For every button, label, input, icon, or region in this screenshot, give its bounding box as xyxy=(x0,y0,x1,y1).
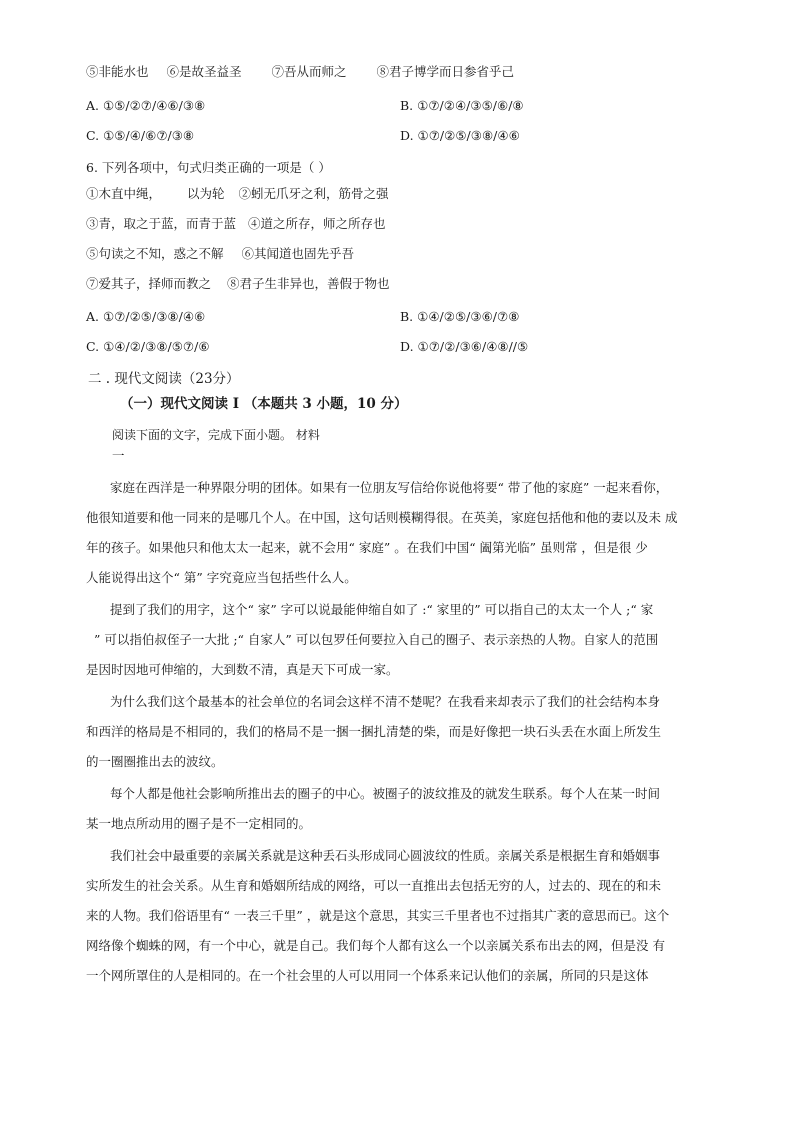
q5-item-8: ⑧君子博学而日参省乎己 xyxy=(376,64,515,79)
q6-option-c: C. ①④/②/③⑧/⑤⑦/⑥ xyxy=(86,339,210,354)
q6-option-a: A. ①⑦/②⑤/③⑧/④⑥ xyxy=(86,309,206,324)
q5-option-a: A. ①⑤/②⑦/④⑥/③⑧ xyxy=(86,98,206,113)
passage-line: ” 可以指伯叔侄子一大批 ;“ 自家人” 可以包罗任何要拉入自己的圈子、表示亲热的人物。自家人的范围 xyxy=(94,632,659,647)
passage-line: 提到了我们的用字，这个“ 家” 字可以说最能伸缩自如了 :“ 家里的” 可以指自己的太太一个人 ;“ 家 xyxy=(110,602,654,617)
q6-items-line-4 xyxy=(86,276,390,292)
q6-item-6: ⑥其闻道也固先乎吾 xyxy=(241,246,355,261)
passage-line: 实所发生的社会关系。从生育和婚姻所结成的网络，可以一直推出去包括无穷的人，过去的、现在的和未 xyxy=(86,878,662,893)
passage-line: 我们社会中最重要的亲属关系就是这种丢石头形成同心圆波纹的性质。亲属关系是根据生育和婚姻事 xyxy=(110,848,661,863)
q6-item-7: ⑦爱其子，择师而教之 xyxy=(86,276,212,291)
section-subtitle: （一）现代文阅读 I （本题共 3 小题，10 分） xyxy=(120,396,408,412)
passage-line: 家庭在西洋是一种界限分明的团体。如果有一位朋友写信给你说他将要“ 带了他的家庭” 一起来看你， xyxy=(110,480,669,495)
q6-item-1b: 以为轮 xyxy=(187,186,225,201)
q6-item-1: ①木直中绳， xyxy=(86,186,162,201)
q6-items-line-1 xyxy=(86,186,389,202)
material-mark: 一 xyxy=(112,448,125,463)
passage-line: 和西洋的格局是不相同的，我们的格局不是一捆一捆扎清楚的柴，而是好像把一块石头丢在水面上所发生 xyxy=(86,724,662,739)
q5-option-b: B. ①⑦/②④/③⑤/⑥/⑧ xyxy=(400,98,524,113)
q6-stem: 6. 下列各项中，句式归类正确的一项是（ ） xyxy=(86,160,331,175)
q6-items-line-2 xyxy=(86,216,386,232)
passage-line: 为什么我们这个最基本的社会单位的名词会这样不清不楚呢？在我看来却表示了我们的社会结构本身 xyxy=(110,694,661,709)
passage-line: 每个人都是他社会影响所推出去的圈子的中心。被圈子的波纹推及的就发生联系。每个人在某一时间 xyxy=(110,786,661,801)
q5-option-d: D. ①⑦/②⑤/③⑧/④⑥ xyxy=(400,128,520,143)
q5-item-5: ⑤非能水也 xyxy=(86,64,149,79)
passage-line: 某一地点所动用的圈子是不一定相同的。 xyxy=(86,816,312,831)
passage-line: 网络像个蜘蛛的网，有一个中心，就是自己。我们每个人都有这么一个以亲属关系布出去的网，但是没 有 xyxy=(86,938,665,953)
q5-item-7: ⑦吾从而师之 xyxy=(271,64,347,79)
q6-option-b: B. ①④/②⑤/③⑥/⑦⑧ xyxy=(400,309,520,324)
q6-item-8: ⑧君子生非异也，善假于物也 xyxy=(227,276,390,291)
passage-line: 是因时因地可伸缩的，大到数不清，真是天下可成一家。 xyxy=(86,662,399,677)
q6-item-5: ⑤句读之不知，惑之不解 xyxy=(86,246,224,261)
passage-line: 他很知道要和他一同来的是哪几个人。在中国，这句话则模糊得很。在英美，家庭包括他和他的妻以及未 成 xyxy=(86,510,678,525)
passage-line: 来的人物。我们俗语里有“ 一表三千里” ，就是这个意思，其实三千里者也不过指其广袤的意思而已。这个 xyxy=(86,908,670,923)
passage-line: 人能说得出这个“ 第” 字究竟应当包括些什么人。 xyxy=(86,570,357,585)
passage-line: 年的孩子。如果他只和他太太一起来，就不会用“ 家庭” 。在我们中国“ 阖第光临” 虽则常 ，但是很 少 xyxy=(86,540,648,555)
section-title: 二 . 现代文阅读（23分） xyxy=(88,371,240,387)
q6-item-4: ④道之所存，师之所存也 xyxy=(248,216,386,231)
q6-item-2: ②蚓无爪牙之利，筋骨之强 xyxy=(238,186,389,201)
passage-line: 的一圈圈推出去的波纹。 xyxy=(86,754,224,769)
q6-items-line-3 xyxy=(86,246,354,262)
q5-option-c: C. ①⑤/④/⑥⑦/③⑧ xyxy=(86,128,195,143)
reading-instruction: 阅读下面的文字，完成下面小题。 材料 xyxy=(112,428,320,442)
passage-line: 一个网所罩住的人是相同的。在一个社会里的人可以用同一个体系来记认他们的亲属，所同的只是这体 xyxy=(86,968,649,983)
q6-option-d: D. ①⑦/②/③⑥/④⑧//⑤ xyxy=(400,339,529,354)
q6-item-3: ③青，取之于蓝，而青于蓝 xyxy=(86,216,237,231)
q5-item-6: ⑥是故圣益圣 xyxy=(166,64,242,79)
q5-items-line xyxy=(86,64,514,80)
